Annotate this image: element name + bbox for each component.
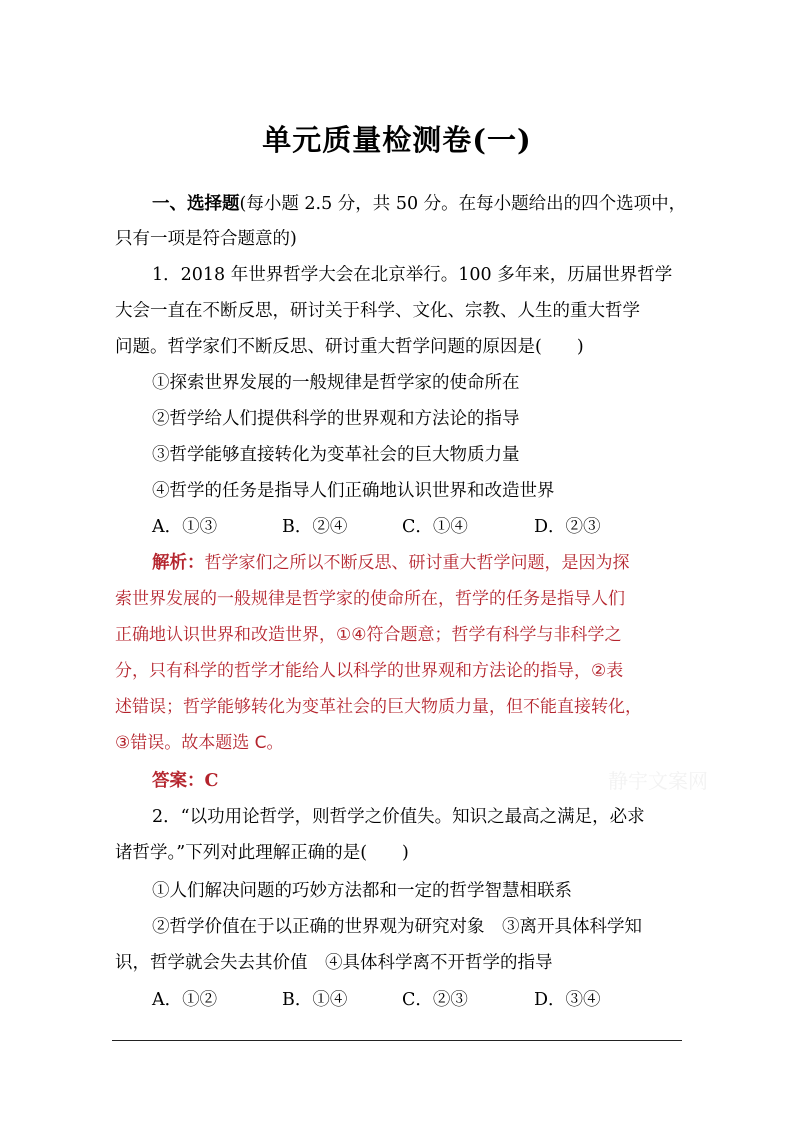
section-instruction-2: 只有一项是符合题意的)	[115, 229, 297, 249]
analysis-line: 正确地认识世界和改造世界，①④符合题意；哲学有科学与非科学之	[115, 625, 622, 645]
watermark: 静宇文案网	[608, 769, 708, 793]
section-label: 一、选择题	[152, 194, 240, 214]
section-header	[152, 192, 686, 216]
page-title: 单元质量检测卷(一)	[262, 123, 532, 157]
q1-option-b: B．②④	[282, 517, 348, 537]
q1-statement: ③哲学能够直接转化为变革社会的巨大物质力量	[152, 445, 520, 465]
q1-option-a: A．①③	[152, 517, 218, 537]
q1-stem-line: 大会一直在不断反思，研讨关于科学、文化、宗教、人生的重大哲学	[115, 301, 640, 321]
analysis-line: 分，只有科学的哲学才能给人以科学的世界观和方法论的指导，②表	[115, 661, 624, 681]
analysis-line: 述错误；哲学能够转化为变革社会的巨大物质力量，但不能直接转化，	[115, 697, 642, 717]
q1-statement: ①探索世界发展的一般规律是哲学家的使命所在	[152, 373, 520, 393]
q1-options	[0, 515, 794, 539]
q2-option-c: C．②③	[402, 990, 468, 1010]
analysis-line: 哲学家们之所以不断反思、研讨重大哲学问题，是因为探	[204, 553, 630, 573]
q2-statement: ①人们解决问题的巧妙方法都和一定的哲学智慧相联系	[152, 881, 572, 901]
footer-divider	[112, 1040, 682, 1041]
q2-option-a: A．①②	[152, 990, 218, 1010]
analysis-line: ③错误。故本题选 C。	[115, 733, 284, 753]
q2-statement: 识，哲学就会失去其价值 ④具体科学离不开哲学的指导	[115, 953, 553, 973]
q2-options	[0, 988, 794, 1012]
q1-stem-line: 1．2018 年世界哲学大会在北京举行。100 多年来，历届世界哲学	[152, 265, 673, 285]
q2-option-d: D．③④	[534, 990, 601, 1010]
q2-stem-line: 诸哲学。”下列对此理解正确的是( )	[115, 843, 409, 863]
section-instruction-1: (每小题 2.5 分，共 50 分。在每小题给出的四个选项中，	[239, 194, 687, 214]
q1-answer	[152, 769, 218, 793]
answer-label: 答案：	[152, 771, 205, 791]
q1-analysis	[152, 551, 630, 575]
q1-option-c: C．①④	[402, 517, 468, 537]
q2-statement: ②哲学价值在于以正确的世界观为研究对象 ③离开具体科学知	[152, 917, 642, 937]
answer-value: C	[204, 771, 219, 791]
q1-statement: ②哲学给人们提供科学的世界观和方法论的指导	[152, 409, 520, 429]
analysis-line: 索世界发展的一般规律是哲学家的使命所在，哲学的任务是指导人们	[115, 589, 625, 609]
q2-stem-line: 2．“以功用论哲学，则哲学之价值失。知识之最高之满足，必求	[152, 807, 645, 827]
q2-option-b: B．①④	[282, 990, 348, 1010]
q1-stem-line: 问题。哲学家们不断反思、研讨重大哲学问题的原因是( )	[115, 337, 584, 357]
q1-option-d: D．②③	[534, 517, 601, 537]
analysis-label: 解析：	[152, 553, 205, 573]
q1-statement: ④哲学的任务是指导人们正确地认识世界和改造世界	[152, 481, 555, 501]
